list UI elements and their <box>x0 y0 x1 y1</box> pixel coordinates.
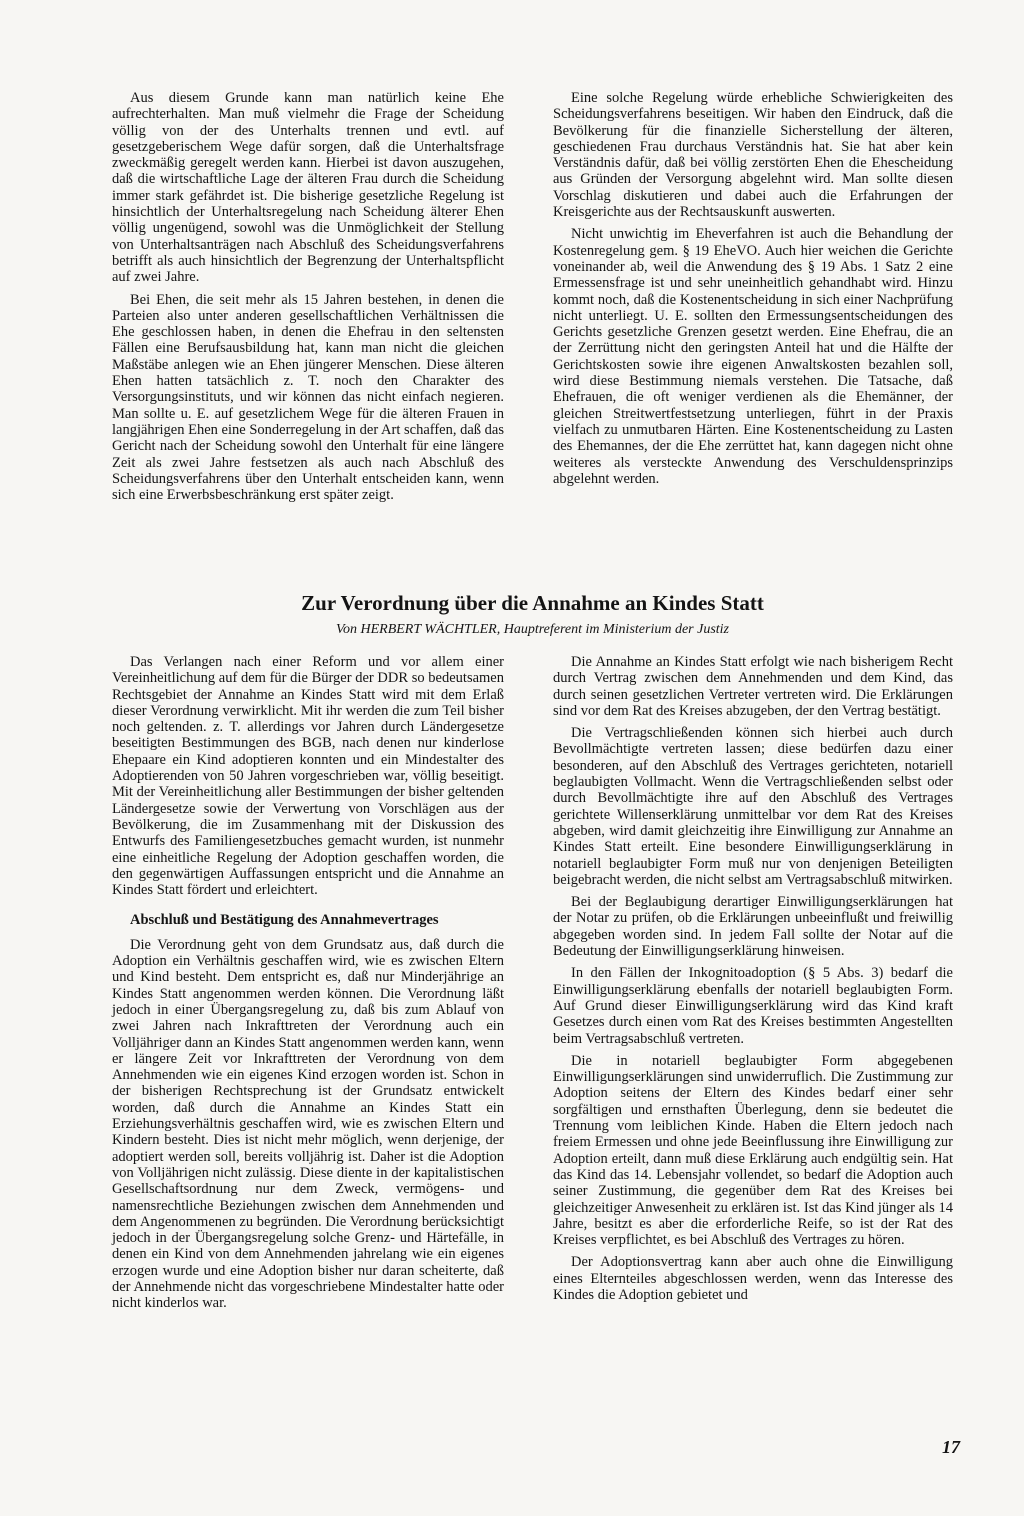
paragraph: Bei Ehen, die seit mehr als 15 Jahren bestehen, in denen die Parteien also unter anderen gesellschaftlichen Verhältnissen die Ehe geschlossen haben, in denen die Ehefrau in den seltensten Fällen eine Berufsausbildung hat, kann man nicht die gleichen Maßstäbe anlegen wie an Ehen jüngerer Menschen. Diese älteren Ehen hatten tatsächlich z. T. noch den Charakter des Versorgungsinstituts, und wir können das nicht einfach negieren. Man sollte u. E. auf gesetzlichem Wege für die älteren Frauen in langjährigen Ehen eine Sonderregelung in der Art schaffen, daß das Gericht nach der Scheidung sowohl den Unterhalt für eine längere Zeit als zwei Jahre festsetzen als auch nach Abschluß des Scheidungsverfahrens über den Unterhalt entscheiden kann, wenn sich eine Erwerbsbeschränkung erst später zeigt. <box>112 291 504 504</box>
paragraph: Die Annahme an Kindes Statt erfolgt wie nach bisherigem Recht durch Vertrag zwischen dem Annehmenden und dem Kind, das durch seinen gesetzlichen Vertreter vertreten wird. Die Erklärungen sind vor dem Rat des Kreises abzugeben, der den Vertrag bestätigt. <box>553 654 953 719</box>
top-right-column <box>553 90 953 493</box>
paragraph: Die Vertragschließenden können sich hierbei auch durch Bevollmächtigte vertreten lassen; diese bedürfen dazu einer besonderen, auf den Abschluß des Vertrages gerichteten, notariell beglaubigten Vollmacht. Wenn die Vertragschließenden selbst oder durch Bevollmächtigte ihre auf den Abschluß des Vertrages gerichtete Willenserklärung unmittelbar vor dem Rat des Kreises abgeben, wird damit gleichzeitig ihre Einwilligung zur Annahme an Kindes Statt erteilt. Eine besondere Einwilligungserklärung in notariell beglaubigter Form muß nur von denjenigen Beteiligten beigebracht werden, die nicht selbst am Vertragsabschluß mitwirken. <box>553 725 953 888</box>
top-left-column <box>112 90 504 509</box>
section-heading: Abschluß und Bestätigung des Annahmevertrages <box>130 912 439 929</box>
paragraph: Die Verordnung geht von dem Grundsatz aus, daß durch die Adoption ein Verhältnis geschaffen wird, wie es zwischen Eltern und Kind besteht. Dem entspricht es, daß nur Minderjährige an Kindes Statt angenommen werden können. Die Verordnung läßt jedoch in einer Übergangsregelung zu, daß bis zum Ablauf von zwei Jahren nach Inkrafttreten der Verordnung auch ein Volljähriger dann an Kindes Statt angenommen werden kann, wenn er längere Zeit vor Inkrafttreten der Verordnung von dem Annehmenden wie ein eigenes Kind erzogen worden ist. Schon in der bisherigen Rechtsprechung ist der Grundsatz entwickelt worden, daß durch die Annahme an Kindes Statt ein Erziehungsverhältnis geschaffen wird, wie es zwischen Eltern und Kindern besteht. Dies ist nicht mehr möglich, wenn derjenige, der adoptiert werden soll, bereits volljährig ist. Daher ist die Adoption von Volljährigen nicht zulässig. Diese diente in der kapitalistischen Gesellschaftsordnung nur dem Zweck, vermögens- und namensrechtliche Beziehungen zwischen dem Annehmenden und dem Angenommenen zu begründen. Die Verordnung berücksichtigt jedoch in der Übergangsregelung solche Grenz- und Härtefälle, in denen ein Kind von dem Annehmenden jahrelang wie ein eigenes erzogen wurde und eine Adoption bisher nur daran scheiterte, daß der Annehmende nicht das vorgeschriebene Mindestalter hatte oder nicht kinderlos war. <box>112 936 504 1312</box>
paragraph: Aus diesem Grunde kann man natürlich keine Ehe aufrechterhalten. Man muß vielmehr die Frage der Scheidung völlig von der des Unterhalts trennen und evtl. auf gesetzgeberischem Wege dafür sorgen, daß die Unterhaltsfrage zweckmäßig geregelt werden kann. Hierbei ist davon auszugehen, daß die wirtschaftliche Lage der älteren Frau durch die Scheidung immer stark gefährdet ist. Die bisherige gesetzliche Regelung ist hinsichtlich der Unterhaltsregelung nach Scheidung älterer Ehen völlig ungenügend, sowohl was die Unmöglichkeit der Stellung von Unterhaltsanträgen nach Abschluß des Scheidungsverfahrens betrifft als auch hinsichtlich der Begrenzung der Unterhaltspflicht auf zwei Jahre. <box>112 90 504 286</box>
paragraph: Das Verlangen nach einer Reform und vor allem einer Vereinheitlichung auf dem für die Bürger der DDR so bedeutsamen Rechtsgebiet der Annahme an Kindes Statt wird mit dem Erlaß dieser Verordnung verwirklicht. Mit ihr werden die zum Teil bisher noch geltenden. z. T. allerdings vor Jahren durch Ländergesetze beseitigten Bestimmungen des BGB, nach denen nur kinderlose Ehepaare ein Kind adoptieren konnten und ein Mindestalter des Adoptierenden von 50 Jahren vorgeschrieben war, völlig beseitigt. Mit der Vereinheitlichung aller Bestimmungen der bisher geltenden Ländergesetze sowie der Verwertung von Vorschlägen aus der Bevölkerung, die im Zusammenhang mit der Diskussion des Entwurfs des Familiengesetzbuches gemacht wurden, ist nunmehr eine einheitliche Regelung der Adoption geschaffen worden, die den gegenwärtigen Auffassungen entspricht und die Annahme an Kindes Statt fördert und erleichtert. <box>112 654 504 899</box>
paragraph: Eine solche Regelung würde erhebliche Schwierigkeiten des Scheidungsverfahrens beseitigen. Wir haben den Eindruck, daß die Bevölkerung für die finanzielle Sicherstellung der älteren, geschiedenen Frau durchaus Verständnis hat. Sie hat aber kein Verständnis dafür, daß bei völlig zerstörten Ehen die Ehescheidung aus Gründen der Versorgung abgelehnt wird. Man sollte diesen Vorschlag diskutieren und dabei auch die Erfahrungen der Kreisgerichte aus der Rechtsauskunft auswerten. <box>553 90 953 221</box>
article-byline: Von HERBERT WÄCHTLER, Hauptreferent im Ministerium der Justiz <box>335 622 729 637</box>
paragraph: Bei der Beglaubigung derartiger Einwilligungserklärungen hat der Notar zu prüfen, ob die Erklärungen unbeeinflußt und freiwillig abgegeben worden sind. In jedem Fall sollte der Notar auf die Bedeutung der Einwilligungserklärung hinweisen. <box>553 894 953 960</box>
paragraph: Nicht unwichtig im Eheverfahren ist auch die Behandlung der Kostenregelung gem. § 19 EheVO. Auch hier weichen die Gerichte voneinander ab, weil die Anwendung des § 19 Abs. 1 Satz 2 eine Ermessensfrage ist und sehr uneinheitlich gehandhabt wird. Hinzu kommt noch, daß die Kostenentscheidung in sich einer Nachprüfung nicht unterliegt. U. E. sollten den Ermessungsentscheidungen des Gerichts gesetzliche Grenzen gesetzt werden. Eine Ehefrau, die an der Zerrüttung nicht den geringsten Anteil hat und die Hälfte der Gerichtskosten sowie ihre eigenen Anwaltskosten bezahlen soll, wird diese Bestimmung niemals verstehen. Die Tatsache, daß Ehefrauen, die oft weniger verdienen als die Ehemänner, der gleichen Streitwertfestsetzung unterliegen, führt in der Praxis vielfach zu unmutbaren Härten. Eine Kostenentscheidung zu Lasten des Ehemannes, der die Ehe zerrüttet hat, kann dagegen nicht ohne weiteres als versteckte Anwendung des Verschuldensprinzips abgelehnt werden. <box>553 226 953 487</box>
bottom-right-column <box>553 654 953 1309</box>
paragraph: In den Fällen der Inkognitoadoption (§ 5 Abs. 3) bedarf die Einwilligungserklärung ebenfalls der notariell beglaubigten Form. Auf Grund dieser Einwilligungserklärung wird das Kind kraft Gesetzes durch einen vom Rat des Kreises bestimmten Angestellten beim Vertragsabschluß vertreten. <box>553 965 953 1047</box>
article-title: Zur Verordnung über die Annahme an Kindes Statt <box>301 591 764 615</box>
page-number: 17 <box>942 1437 960 1457</box>
paragraph: Die in notariell beglaubigter Form abgegebenen Einwilligungserklärungen sind unwiderruflich. Die Zustimmung zur Adoption seitens der Eltern des Kindes bedarf einer sehr sorgfältigen und ernsthaften Überlegung, denn sie bedeutet die Trennung vom leiblichen Kinde. Haben die Eltern jedoch nach freiem Ermessen und ohne jede Beeinflussung ihre Einwilligung zur Adoption erteilt, dann muß diese Erklärung auch endgültig sein. Hat das Kind das 14. Lebensjahr vollendet, so bedarf die Adoption auch seiner Zustimmung, die gegenüber dem Rat des Kreises bei gleichzeitiger Anwesenheit zu erklären ist. Ist das Kind jünger als 14 Jahre, besitzt es aber die erforderliche Reife, so ist der Rat des Kreises verpflichtet, es bei Abschluß des Vertrages zu hören. <box>553 1052 953 1249</box>
paragraph: Der Adoptionsvertrag kann aber auch ohne die Einwilligung eines Elternteiles abgeschlossen werden, wenn das Interesse des Kindes die Adoption gebietet und <box>553 1254 953 1303</box>
bottom-left-column <box>112 654 504 1318</box>
